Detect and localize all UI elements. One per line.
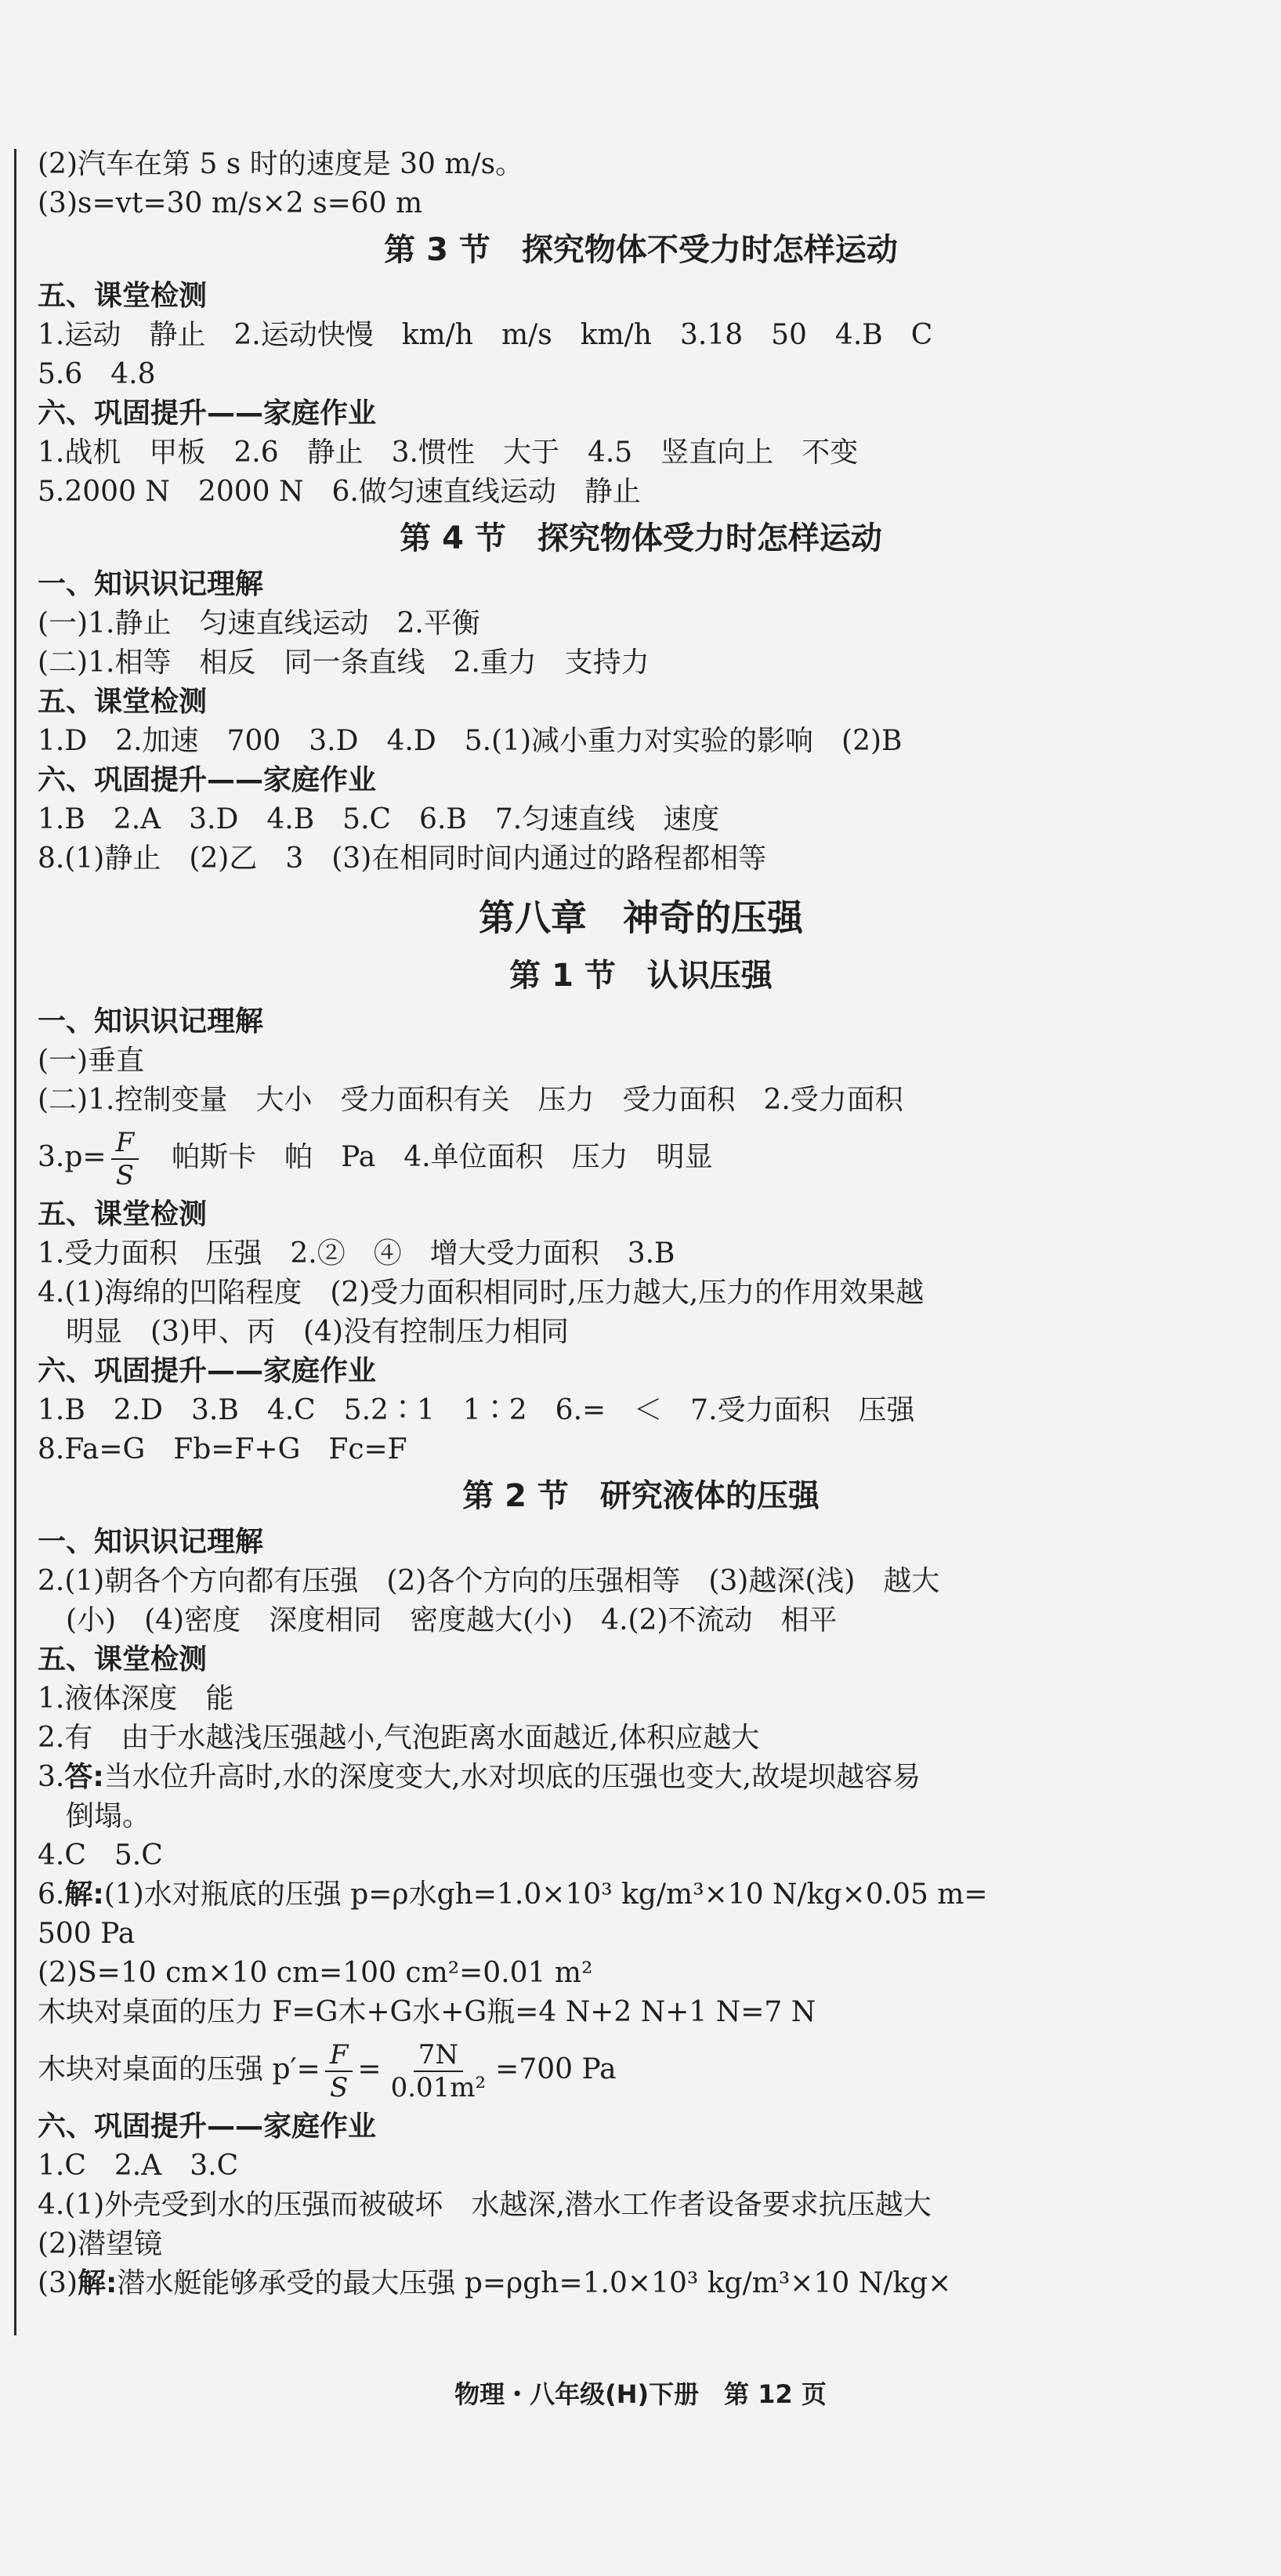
fraction-numerator: 7N bbox=[414, 2039, 463, 2072]
left-margin-rule bbox=[14, 149, 16, 2335]
answer-page bbox=[38, 145, 1244, 2303]
subsection-heading: 一、知识识记理解 bbox=[38, 568, 264, 600]
answer-line: 明显 (3)甲、丙 (4)没有控制压力相同 bbox=[38, 1316, 569, 1348]
answer-line: 1.B 2.A 3.D 4.B 5.C 6.B 7.匀速直线 速度 bbox=[38, 803, 720, 835]
answer-line: 8.Fa=G Fb=F+G Fc=F bbox=[38, 1433, 407, 1466]
answer-line bbox=[38, 1758, 1244, 1797]
subsection-heading: 六、巩固提升——家庭作业 bbox=[38, 1355, 377, 1387]
answer-line: 5.6 4.8 bbox=[38, 358, 156, 390]
answer-line: (2)汽车在第 5 s 时的速度是 30 m/s。 bbox=[38, 148, 524, 180]
answer-line: (小) (4)密度 深度相同 密度越大(小) 4.(2)不流动 相平 bbox=[38, 1604, 838, 1636]
subsection-heading: 六、巩固提升——家庭作业 bbox=[38, 764, 377, 796]
formula-text: 木块对桌面的压强 p′= bbox=[38, 2053, 320, 2085]
answer-text: 当水位升高时,水的深度变大,水对坝底的压强也变大,故堤坝越容易 bbox=[103, 1761, 921, 1793]
answer-keyword: 答: bbox=[64, 1761, 104, 1793]
formula-line bbox=[38, 2032, 1244, 2107]
subsection-heading: 五、课堂检测 bbox=[38, 1643, 208, 1676]
subsection-heading: 六、巩固提升——家庭作业 bbox=[38, 2110, 377, 2143]
subsection-heading: 一、知识识记理解 bbox=[38, 1526, 264, 1558]
fraction-denominator: S bbox=[115, 1160, 134, 1191]
fraction-numerator: F bbox=[111, 1127, 139, 1160]
answer-line: (二)1.相等 相反 同一条直线 2.重力 支持力 bbox=[38, 647, 650, 679]
fraction bbox=[325, 2039, 353, 2103]
fraction-numerator: F bbox=[325, 2039, 353, 2072]
answer-line: 倒塌。 bbox=[38, 1800, 151, 1832]
answer-line: (2)S=10 cm×10 cm=100 cm²=0.01 m² bbox=[38, 1957, 593, 1989]
answer-line: (2)潜望镜 bbox=[38, 2228, 162, 2260]
answer-line: 1.运动 静止 2.运动快慢 km/h m/s km/h 3.18 50 4.B C bbox=[38, 319, 933, 351]
page-footer: 物理・八年级(H)下册 第 12 页 bbox=[454, 2379, 827, 2409]
item-number: 3. bbox=[38, 1761, 65, 1793]
answer-line bbox=[38, 1875, 1244, 1915]
answer-line: 2.(1)朝各个方向都有压强 (2)各个方向的压强相等 (3)越深(浅) 越大 bbox=[38, 1565, 940, 1597]
answer-line: 1.液体深度 能 bbox=[38, 1683, 234, 1715]
answer-line: (一)垂直 bbox=[38, 1045, 145, 1077]
formula-text: =700 Pa bbox=[495, 2053, 617, 2085]
fraction-denominator: S bbox=[329, 2072, 349, 2103]
answer-line: 500 Pa bbox=[38, 1918, 136, 1950]
subsection-heading: 一、知识识记理解 bbox=[38, 1005, 264, 1038]
subsection-heading: 六、巩固提升——家庭作业 bbox=[38, 397, 377, 429]
solution-keyword: 解: bbox=[64, 1879, 104, 1911]
answer-line: 8.(1)静止 (2)乙 3 (3)在相同时间内通过的路程都相等 bbox=[38, 842, 767, 875]
answer-line: 5.2000 N 2000 N 6.做匀速直线运动 静止 bbox=[38, 476, 641, 508]
answer-line: 1.战机 甲板 2.6 静止 3.惯性 大于 4.5 竖直向上 不变 bbox=[38, 437, 859, 469]
item-number: 6. bbox=[38, 1879, 65, 1911]
answer-line: 木块对桌面的压力 F=G木+G水+G瓶=4 N+2 N+1 N=7 N bbox=[38, 1996, 816, 2028]
answer-line: 4.C 5.C bbox=[38, 1839, 163, 1871]
answer-line: 2.有 由于水越浅压强越小,气泡距离水面越近,体积应越大 bbox=[38, 1722, 760, 1754]
formula-text: 帕斯卡 帕 Pa 4.单位面积 压力 明显 bbox=[143, 1141, 713, 1173]
formula-line bbox=[38, 1120, 1244, 1195]
subsection-heading: 五、课堂检测 bbox=[38, 280, 208, 312]
answer-line: (3)s=vt=30 m/s×2 s=60 m bbox=[38, 187, 423, 219]
answer-line bbox=[38, 2264, 1244, 2303]
answer-line: 1.B 2.D 3.B 4.C 5.2∶1 1∶2 6.= ＜ 7.受力面积 压强 bbox=[38, 1394, 915, 1426]
answer-text: (1)水对瓶底的压强 p=ρ水gh=1.0×10³ kg/m³×10 N/kg×0.05 m= bbox=[103, 1879, 988, 1911]
section-title: 第 2 节 研究液体的压强 bbox=[462, 1478, 820, 1514]
item-number: (3) bbox=[38, 2267, 78, 2299]
section-title: 第 3 节 探究物体不受力时怎样运动 bbox=[384, 232, 898, 268]
answer-line: 1.受力面积 压强 2.② ④ 增大受力面积 3.B bbox=[38, 1237, 675, 1270]
answer-line: 1.C 2.A 3.C bbox=[38, 2150, 239, 2182]
subsection-heading: 五、课堂检测 bbox=[38, 686, 208, 718]
section-title: 第 4 节 探究物体受力时怎样运动 bbox=[400, 520, 882, 556]
equals-sign: = bbox=[357, 2053, 382, 2085]
answer-line: 1.D 2.加速 700 3.D 4.D 5.(1)减小重力对实验的影响 (2)B bbox=[38, 725, 903, 757]
answer-text: 潜水艇能够承受的最大压强 p=ρgh=1.0×10³ kg/m³×10 N/kg× bbox=[117, 2267, 952, 2299]
answer-line: 4.(1)海绵的凹陷程度 (2)受力面积相同时,压力越大,压力的作用效果越 bbox=[38, 1277, 925, 1309]
chapter-title: 第八章 神奇的压强 bbox=[479, 897, 803, 939]
section-title: 第 1 节 认识压强 bbox=[509, 958, 773, 994]
answer-line: (一)1.静止 匀速直线运动 2.平衡 bbox=[38, 607, 480, 639]
fraction bbox=[386, 2039, 491, 2103]
answer-line: 4.(1)外壳受到水的压强而被破坏 水越深,潜水工作者设备要求抗压越大 bbox=[38, 2189, 932, 2221]
formula-text: 3.p= bbox=[38, 1141, 107, 1173]
fraction-denominator: 0.01m² bbox=[390, 2072, 487, 2103]
answer-line: (二)1.控制变量 大小 受力面积有关 压力 受力面积 2.受力面积 bbox=[38, 1084, 903, 1116]
subsection-heading: 五、课堂检测 bbox=[38, 1198, 208, 1230]
solution-keyword: 解: bbox=[78, 2267, 118, 2299]
fraction bbox=[111, 1127, 139, 1191]
